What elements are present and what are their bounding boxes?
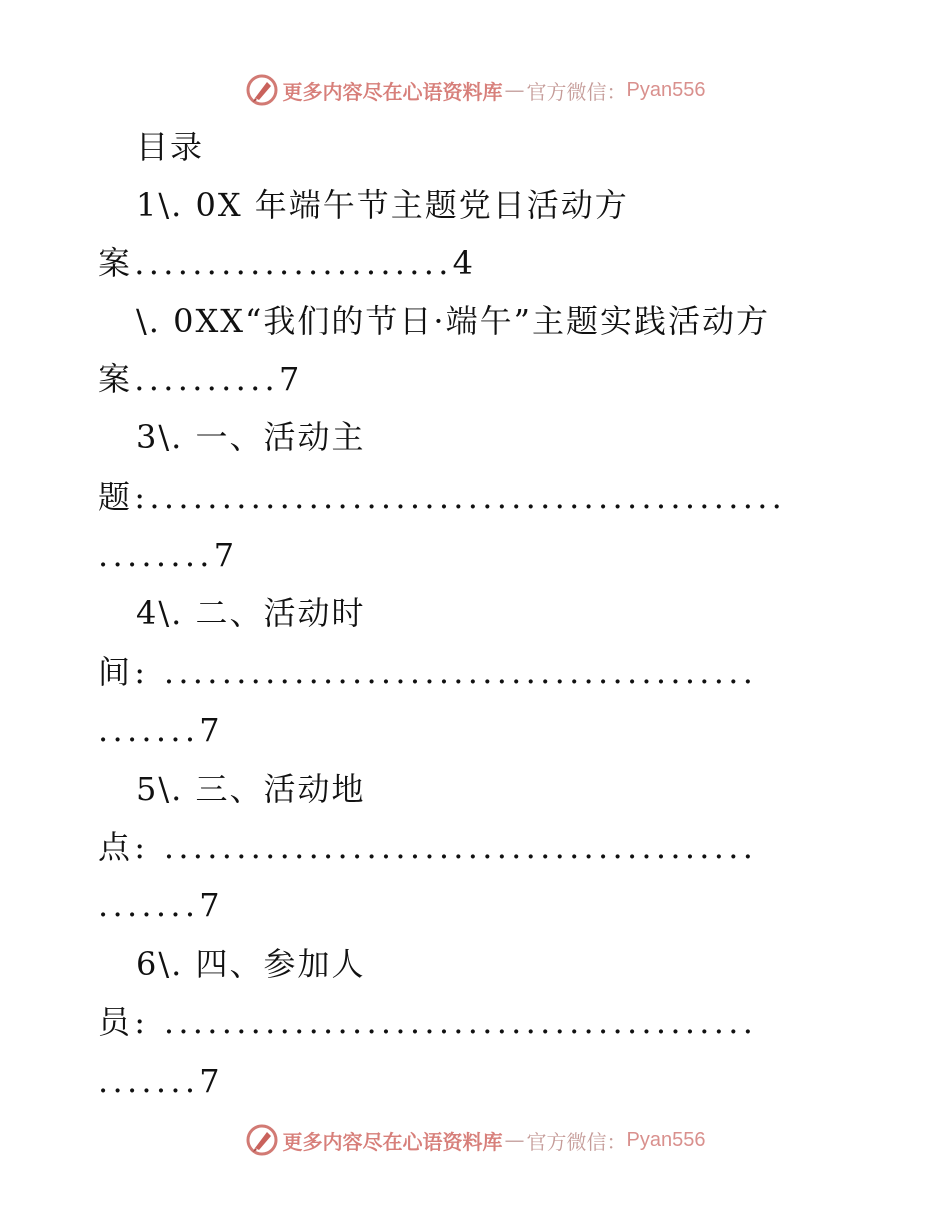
banner-wechat-label: 官方微信： [526,79,627,104]
banner-site-name: 更多内容尽在心语资料库 [282,79,503,104]
toc-entry-1-line-2: 案......................4 [98,244,478,282]
toc-entry-4-line-1: 4\. 二、活动时 [136,594,366,632]
banner-dash: — [504,78,525,102]
toc-entry-6-line-1: 6\. 四、参加人 [136,945,366,983]
banner-wechat-id: Pyan556 [626,1128,706,1151]
toc-entry-3-line-2: 题:............................................ [98,478,787,516]
toc-entry-3-line-1: 3\. 一、活动主 [136,418,366,456]
pen-nib-logo-icon [245,73,279,107]
toc-entry-6-line-2: 员: ......................................... [98,1003,758,1041]
banner-wechat-label: 官方微信： [526,1129,627,1154]
toc-entry-2-line-1: \. 0XX“我们的节日·端午”主题实践活动方 [136,302,770,340]
footer-watermark [0,1120,950,1160]
pen-nib-logo-icon [245,1123,279,1157]
header-watermark [0,70,950,110]
toc-entry-5-line-1: 5\. 三、活动地 [136,770,366,808]
banner-wechat-id: Pyan556 [626,78,706,101]
toc-entry-3-line-3: ........7 [98,536,239,574]
toc-entry-5-line-2: 点: ......................................... [98,828,758,866]
toc-entry-6-line-3: .......7 [98,1062,224,1100]
toc-title: 目录 [136,128,205,166]
banner-site-name: 更多内容尽在心语资料库 [282,1129,503,1154]
toc-entry-4-line-3: .......7 [98,711,224,749]
toc-entry-2-line-2: 案..........7 [98,360,304,398]
toc-entry-1-line-1: 1\. 0X 年端午节主题党日活动方 [136,186,629,224]
toc-entry-5-line-3: .......7 [98,886,224,924]
banner-dash: — [504,1128,525,1152]
toc-entry-4-line-2: 间: ......................................... [98,653,758,691]
